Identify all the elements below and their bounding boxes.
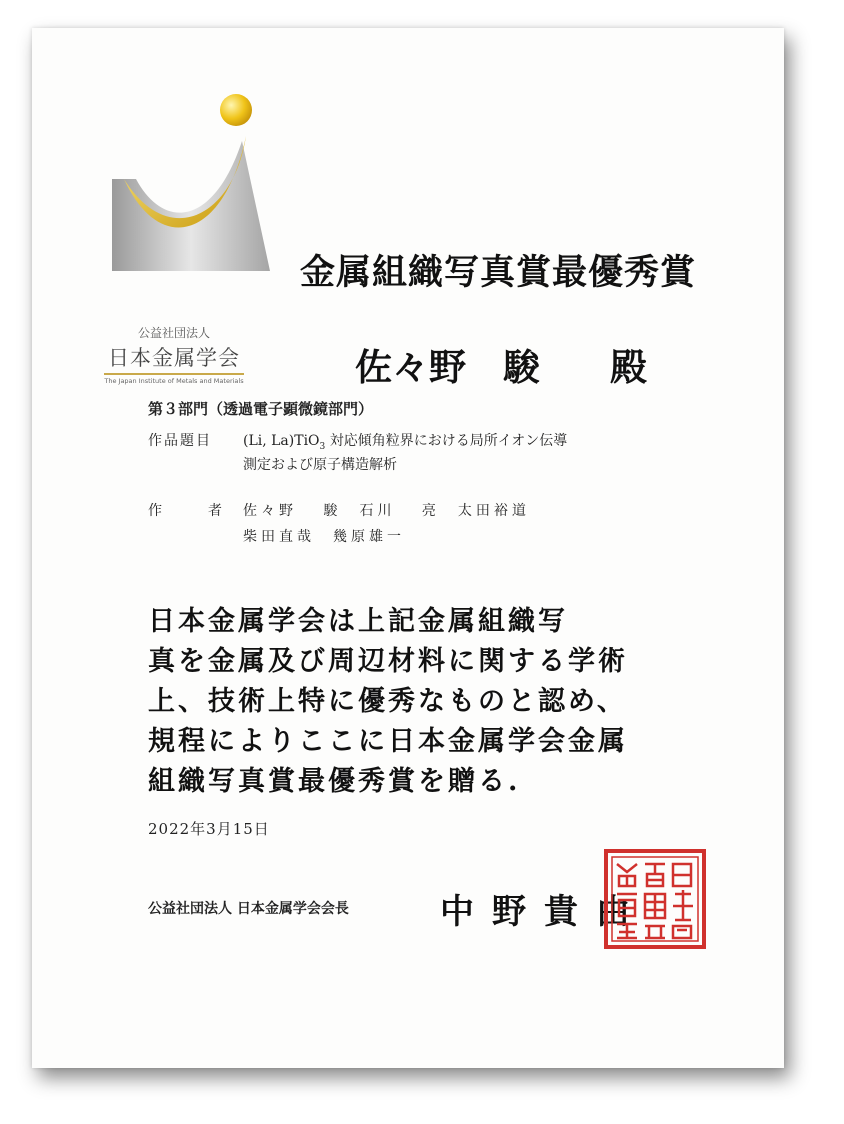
signatory-name: 中野貴由 xyxy=(440,892,648,932)
logo-emblem-icon xyxy=(74,66,274,321)
award-division: 第３部門（透過電子顕微鏡部門） xyxy=(148,400,374,418)
body-line: 真を金属及び周辺材料に関する学術 xyxy=(148,646,628,677)
logo-society-name-en: The Japan Institute of Metals and Materials xyxy=(104,377,244,385)
certificate-body xyxy=(148,602,708,802)
body-line: 組織写真賞最優秀賞を贈る. xyxy=(148,766,521,797)
logo-divider xyxy=(104,373,244,375)
recipient-honorific: 殿 xyxy=(610,345,647,389)
body-line: 日本金属学会は上記金属組織写 xyxy=(148,606,568,637)
work-title-label: 作品題目 xyxy=(148,433,212,449)
award-date: 2022年3月15日 xyxy=(148,820,270,838)
work-title-formula-sub: 3 xyxy=(319,441,326,452)
society-logo xyxy=(74,66,274,385)
recipient-name: 佐々野 駿 xyxy=(355,345,540,389)
authors-label: 作 者 xyxy=(148,503,228,519)
signatory-org: 公益社団法人 日本金属学会会長 xyxy=(148,901,349,917)
authors-line1: 佐々野 駿 石川 亮 太田裕道 xyxy=(243,503,530,519)
body-line: 上、技術上特に優秀なものと認め、 xyxy=(148,686,627,717)
award-title: 金属組織写真賞最優秀賞 xyxy=(300,252,697,293)
recipient xyxy=(355,337,715,391)
logo-society-name: 日本金属学会 xyxy=(108,346,240,370)
authors-line2: 柴田直哉 幾原雄一 xyxy=(243,529,405,545)
work-title-line2: 測定および原子構造解析 xyxy=(243,457,397,473)
work-title-formula: (Li, La)TiO xyxy=(243,433,320,449)
work-title-line1 xyxy=(243,430,567,452)
work-title-rest: 対応傾角粒界における局所イオン伝導 xyxy=(325,433,568,449)
official-seal-icon xyxy=(603,848,707,950)
body-line: 規程によりここに日本金属学会金属 xyxy=(148,726,628,757)
logo-org-type: 公益社団法人 xyxy=(137,326,210,340)
